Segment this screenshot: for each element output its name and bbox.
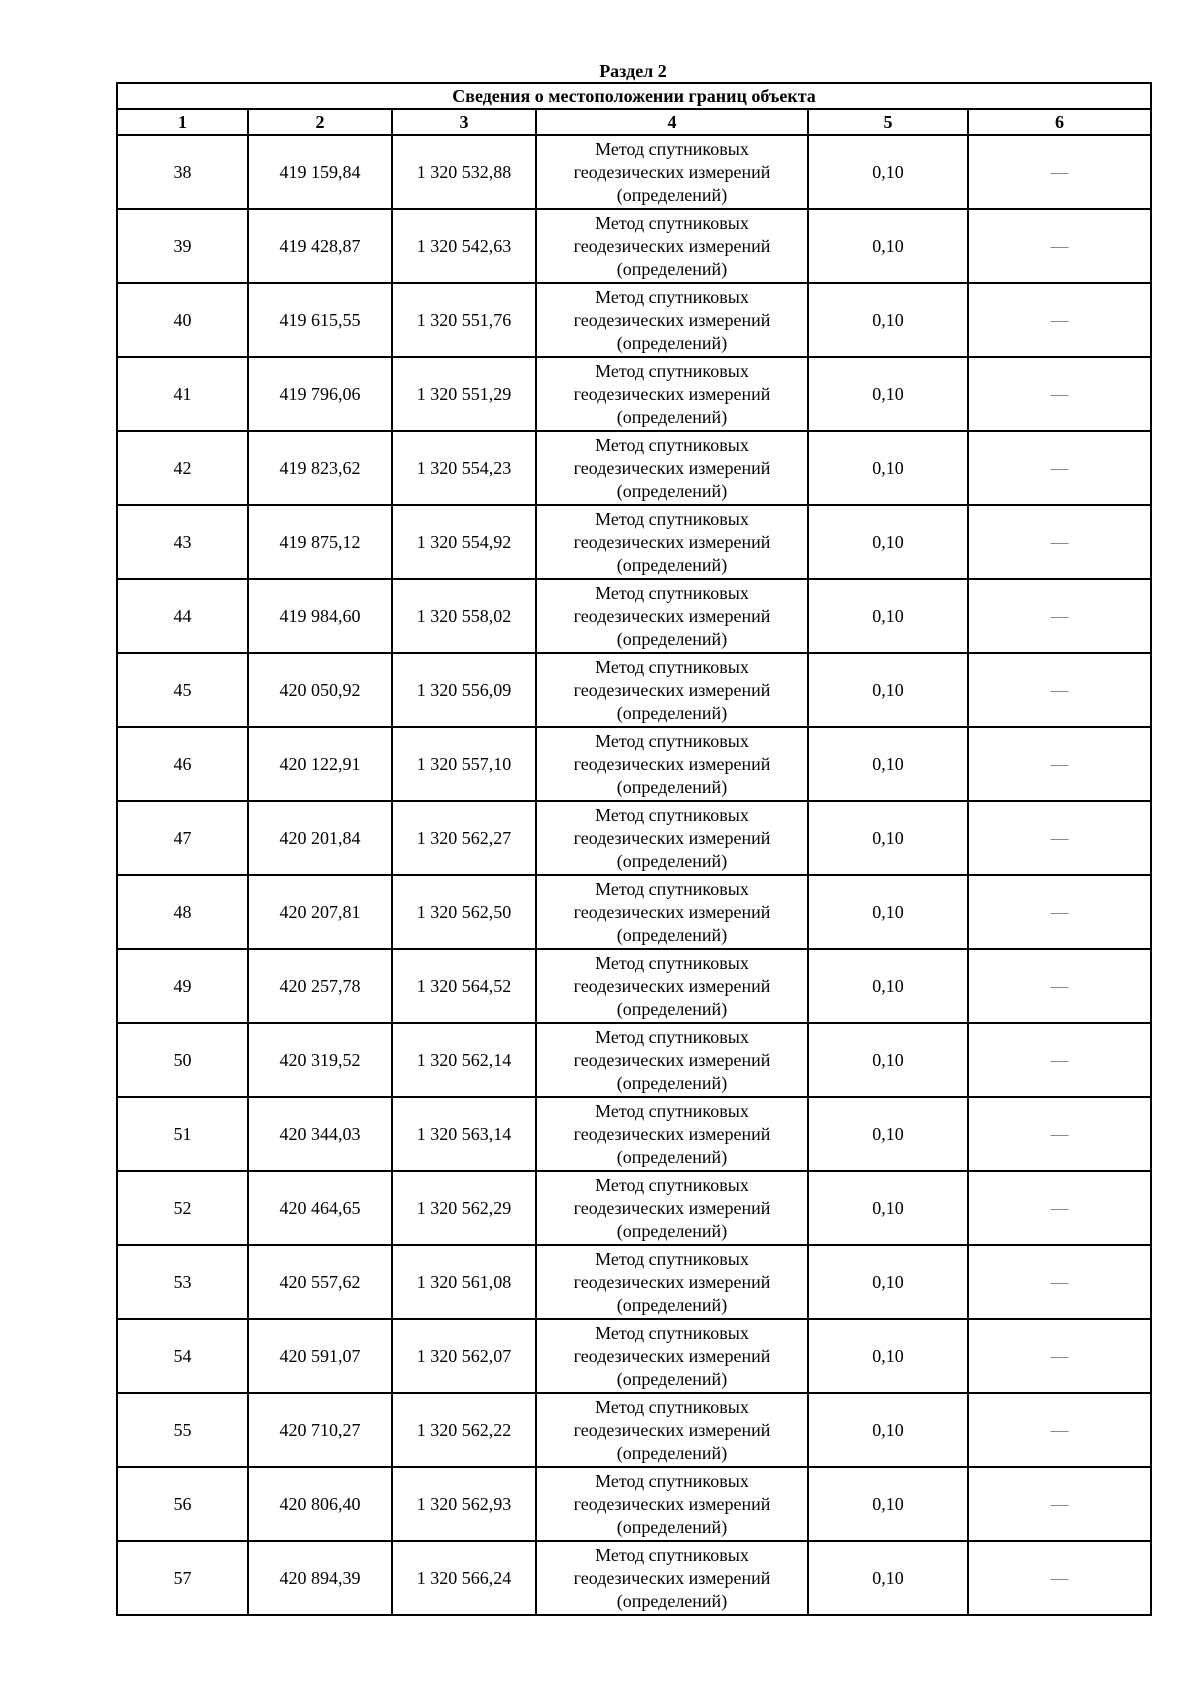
table-row — [117, 653, 1151, 727]
accuracy-cell: 0,10 — [808, 875, 968, 949]
accuracy-cell: 0,10 — [808, 1023, 968, 1097]
method-line: геодезических измерений — [573, 827, 771, 848]
method-cell — [536, 1541, 808, 1615]
x-coordinate-cell: 420 557,62 — [248, 1245, 392, 1319]
column-number-row — [117, 109, 1151, 135]
table-row — [117, 209, 1151, 283]
method-cell — [536, 431, 808, 505]
note-cell: — — [968, 505, 1151, 579]
method-cell — [536, 1319, 808, 1393]
accuracy-cell: 0,10 — [808, 135, 968, 209]
method-cell — [536, 283, 808, 357]
y-coordinate-cell: 1 320 562,27 — [392, 801, 536, 875]
point-number-cell: 44 — [117, 579, 248, 653]
point-number-cell: 55 — [117, 1393, 248, 1467]
table-row — [117, 579, 1151, 653]
table-row — [117, 135, 1151, 209]
note-cell: — — [968, 949, 1151, 1023]
y-coordinate-cell: 1 320 562,07 — [392, 1319, 536, 1393]
point-number-cell: 48 — [117, 875, 248, 949]
method-cell — [536, 357, 808, 431]
note-cell: — — [968, 1245, 1151, 1319]
point-number-cell: 49 — [117, 949, 248, 1023]
accuracy-cell: 0,10 — [808, 1541, 968, 1615]
method-line: геодезических измерений — [573, 1271, 771, 1292]
method-line: Метод спутниковых — [595, 434, 749, 455]
method-cell — [536, 1245, 808, 1319]
method-cell — [536, 135, 808, 209]
method-line: геодезических измерений — [573, 753, 771, 774]
table-row — [117, 283, 1151, 357]
table-caption-row — [117, 83, 1151, 109]
y-coordinate-cell: 1 320 551,29 — [392, 357, 536, 431]
method-line: (определений) — [616, 1516, 728, 1537]
note-cell: — — [968, 357, 1151, 431]
point-number-cell: 43 — [117, 505, 248, 579]
note-cell: — — [968, 579, 1151, 653]
method-line: геодезических измерений — [573, 161, 771, 182]
method-line: геодезических измерений — [573, 605, 771, 626]
method-line: (определений) — [616, 1590, 728, 1611]
accuracy-cell: 0,10 — [808, 431, 968, 505]
accuracy-cell: 0,10 — [808, 653, 968, 727]
boundary-table — [116, 82, 1152, 1616]
method-line: Метод спутниковых — [595, 804, 749, 825]
method-line: Метод спутниковых — [595, 212, 749, 233]
y-coordinate-cell: 1 320 563,14 — [392, 1097, 536, 1171]
x-coordinate-cell: 420 806,40 — [248, 1467, 392, 1541]
note-cell: — — [968, 801, 1151, 875]
y-coordinate-cell: 1 320 562,29 — [392, 1171, 536, 1245]
x-coordinate-cell: 419 615,55 — [248, 283, 392, 357]
note-cell: — — [968, 135, 1151, 209]
method-line: (определений) — [616, 258, 728, 279]
point-number-cell: 52 — [117, 1171, 248, 1245]
method-line: Метод спутниковых — [595, 508, 749, 529]
accuracy-cell: 0,10 — [808, 505, 968, 579]
method-line: Метод спутниковых — [595, 952, 749, 973]
accuracy-cell: 0,10 — [808, 949, 968, 1023]
x-coordinate-cell: 420 207,81 — [248, 875, 392, 949]
method-line: Метод спутниковых — [595, 1470, 749, 1491]
y-coordinate-cell: 1 320 542,63 — [392, 209, 536, 283]
method-line: (определений) — [616, 1368, 728, 1389]
x-coordinate-cell: 419 823,62 — [248, 431, 392, 505]
point-number-cell: 38 — [117, 135, 248, 209]
table-row — [117, 1245, 1151, 1319]
method-line: (определений) — [616, 1146, 728, 1167]
method-line: Метод спутниковых — [595, 1100, 749, 1121]
method-line: Метод спутниковых — [595, 582, 749, 603]
table-row — [117, 727, 1151, 801]
method-line: Метод спутниковых — [595, 1026, 749, 1047]
note-cell: — — [968, 1393, 1151, 1467]
method-line: геодезических измерений — [573, 1197, 771, 1218]
method-line: геодезических измерений — [573, 457, 771, 478]
method-line: (определений) — [616, 554, 728, 575]
table-row — [117, 1023, 1151, 1097]
section-title: Раздел 2 — [599, 61, 667, 81]
method-line: (определений) — [616, 184, 728, 205]
x-coordinate-cell: 420 050,92 — [248, 653, 392, 727]
accuracy-cell: 0,10 — [808, 1171, 968, 1245]
table-row — [117, 1319, 1151, 1393]
method-line: Метод спутниковых — [595, 286, 749, 307]
column-header-2: 2 — [248, 109, 392, 135]
table-row — [117, 1541, 1151, 1615]
method-cell — [536, 1467, 808, 1541]
y-coordinate-cell: 1 320 564,52 — [392, 949, 536, 1023]
y-coordinate-cell: 1 320 562,50 — [392, 875, 536, 949]
x-coordinate-cell: 420 710,27 — [248, 1393, 392, 1467]
method-cell — [536, 579, 808, 653]
x-coordinate-cell: 420 344,03 — [248, 1097, 392, 1171]
method-cell — [536, 727, 808, 801]
method-line: геодезических измерений — [573, 309, 771, 330]
point-number-cell: 53 — [117, 1245, 248, 1319]
point-number-cell: 41 — [117, 357, 248, 431]
note-cell: — — [968, 1023, 1151, 1097]
point-number-cell: 47 — [117, 801, 248, 875]
accuracy-cell: 0,10 — [808, 727, 968, 801]
method-line: геодезических измерений — [573, 1419, 771, 1440]
method-line: геодезических измерений — [573, 531, 771, 552]
y-coordinate-cell: 1 320 558,02 — [392, 579, 536, 653]
method-line: (определений) — [616, 998, 728, 1019]
y-coordinate-cell: 1 320 557,10 — [392, 727, 536, 801]
method-line: геодезических измерений — [573, 1493, 771, 1514]
x-coordinate-cell: 420 464,65 — [248, 1171, 392, 1245]
table-row — [117, 431, 1151, 505]
method-line: (определений) — [616, 480, 728, 501]
x-coordinate-cell: 419 796,06 — [248, 357, 392, 431]
table-row — [117, 949, 1151, 1023]
accuracy-cell: 0,10 — [808, 283, 968, 357]
method-line: (определений) — [616, 1072, 728, 1093]
note-cell: — — [968, 1319, 1151, 1393]
method-line: Метод спутниковых — [595, 656, 749, 677]
table-row — [117, 357, 1151, 431]
column-header-1: 1 — [117, 109, 248, 135]
point-number-cell: 45 — [117, 653, 248, 727]
method-line: геодезических измерений — [573, 1567, 771, 1588]
method-line: (определений) — [616, 702, 728, 723]
y-coordinate-cell: 1 320 562,22 — [392, 1393, 536, 1467]
y-coordinate-cell: 1 320 562,93 — [392, 1467, 536, 1541]
accuracy-cell: 0,10 — [808, 1467, 968, 1541]
column-header-5: 5 — [808, 109, 968, 135]
note-cell: — — [968, 209, 1151, 283]
method-line: Метод спутниковых — [595, 1396, 749, 1417]
note-cell: — — [968, 431, 1151, 505]
method-cell — [536, 653, 808, 727]
table-row — [117, 1097, 1151, 1171]
accuracy-cell: 0,10 — [808, 579, 968, 653]
point-number-cell: 39 — [117, 209, 248, 283]
column-header-6: 6 — [968, 109, 1151, 135]
method-line: (определений) — [616, 776, 728, 797]
method-line: Метод спутниковых — [595, 360, 749, 381]
point-number-cell: 40 — [117, 283, 248, 357]
note-cell: — — [968, 1097, 1151, 1171]
table-body — [117, 135, 1151, 1615]
accuracy-cell: 0,10 — [808, 209, 968, 283]
x-coordinate-cell: 419 875,12 — [248, 505, 392, 579]
method-cell — [536, 1171, 808, 1245]
x-coordinate-cell: 419 984,60 — [248, 579, 392, 653]
accuracy-cell: 0,10 — [808, 1097, 968, 1171]
method-line: геодезических измерений — [573, 975, 771, 996]
y-coordinate-cell: 1 320 551,76 — [392, 283, 536, 357]
point-number-cell: 54 — [117, 1319, 248, 1393]
method-cell — [536, 1393, 808, 1467]
x-coordinate-cell: 420 257,78 — [248, 949, 392, 1023]
method-line: геодезических измерений — [573, 235, 771, 256]
method-line: (определений) — [616, 1294, 728, 1315]
y-coordinate-cell: 1 320 554,92 — [392, 505, 536, 579]
x-coordinate-cell: 420 201,84 — [248, 801, 392, 875]
method-cell — [536, 875, 808, 949]
method-line: Метод спутниковых — [595, 730, 749, 751]
note-cell: — — [968, 1467, 1151, 1541]
point-number-cell: 51 — [117, 1097, 248, 1171]
point-number-cell: 50 — [117, 1023, 248, 1097]
note-cell: — — [968, 1541, 1151, 1615]
x-coordinate-cell: 420 894,39 — [248, 1541, 392, 1615]
table-row — [117, 505, 1151, 579]
method-line: Метод спутниковых — [595, 1544, 749, 1565]
method-cell — [536, 1097, 808, 1171]
method-line: Метод спутниковых — [595, 1174, 749, 1195]
point-number-cell: 56 — [117, 1467, 248, 1541]
method-line: (определений) — [616, 1442, 728, 1463]
x-coordinate-cell: 420 122,91 — [248, 727, 392, 801]
accuracy-cell: 0,10 — [808, 801, 968, 875]
accuracy-cell: 0,10 — [808, 1319, 968, 1393]
column-header-4: 4 — [536, 109, 808, 135]
note-cell: — — [968, 875, 1151, 949]
note-cell: — — [968, 653, 1151, 727]
method-cell — [536, 801, 808, 875]
method-line: Метод спутниковых — [595, 138, 749, 159]
note-cell: — — [968, 283, 1151, 357]
y-coordinate-cell: 1 320 554,23 — [392, 431, 536, 505]
method-cell — [536, 505, 808, 579]
column-header-3: 3 — [392, 109, 536, 135]
method-line: (определений) — [616, 332, 728, 353]
table-row — [117, 1171, 1151, 1245]
table-row — [117, 1393, 1151, 1467]
y-coordinate-cell: 1 320 561,08 — [392, 1245, 536, 1319]
x-coordinate-cell: 419 159,84 — [248, 135, 392, 209]
point-number-cell: 57 — [117, 1541, 248, 1615]
point-number-cell: 46 — [117, 727, 248, 801]
accuracy-cell: 0,10 — [808, 1245, 968, 1319]
x-coordinate-cell: 419 428,87 — [248, 209, 392, 283]
method-line: геодезических измерений — [573, 1345, 771, 1366]
note-cell: — — [968, 1171, 1151, 1245]
y-coordinate-cell: 1 320 566,24 — [392, 1541, 536, 1615]
x-coordinate-cell: 420 319,52 — [248, 1023, 392, 1097]
method-line: (определений) — [616, 924, 728, 945]
table-row — [117, 875, 1151, 949]
note-cell: — — [968, 727, 1151, 801]
method-line: (определений) — [616, 850, 728, 871]
method-line: геодезических измерений — [573, 1123, 771, 1144]
method-line: Метод спутниковых — [595, 878, 749, 899]
method-line: геодезических измерений — [573, 1049, 771, 1070]
method-line: Метод спутниковых — [595, 1322, 749, 1343]
method-cell — [536, 949, 808, 1023]
accuracy-cell: 0,10 — [808, 1393, 968, 1467]
table-row — [117, 1467, 1151, 1541]
point-number-cell: 42 — [117, 431, 248, 505]
method-cell — [536, 209, 808, 283]
y-coordinate-cell: 1 320 562,14 — [392, 1023, 536, 1097]
table-caption: Сведения о местоположении границ объекта — [117, 83, 1151, 109]
y-coordinate-cell: 1 320 556,09 — [392, 653, 536, 727]
table-row — [117, 801, 1151, 875]
method-line: (определений) — [616, 1220, 728, 1241]
method-line: Метод спутниковых — [595, 1248, 749, 1269]
method-line: (определений) — [616, 406, 728, 427]
method-line: геодезических измерений — [573, 901, 771, 922]
method-line: геодезических измерений — [573, 383, 771, 404]
method-line: (определений) — [616, 628, 728, 649]
method-line: геодезических измерений — [573, 679, 771, 700]
method-cell — [536, 1023, 808, 1097]
x-coordinate-cell: 420 591,07 — [248, 1319, 392, 1393]
accuracy-cell: 0,10 — [808, 357, 968, 431]
y-coordinate-cell: 1 320 532,88 — [392, 135, 536, 209]
